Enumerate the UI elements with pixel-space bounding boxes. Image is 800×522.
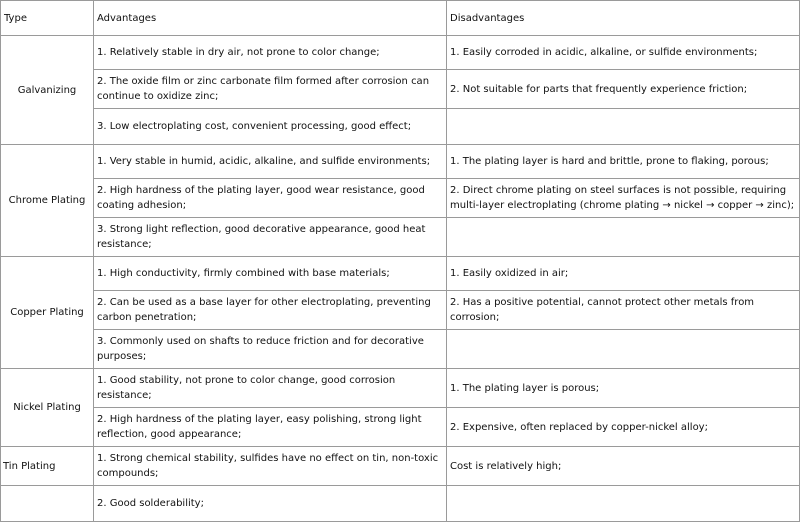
advantage-cell: 3. Strong light reflection, good decorative appearance, good heat resistance;	[94, 218, 447, 257]
disadvantage-cell: 1. The plating layer is porous;	[447, 369, 800, 408]
table-row	[1, 36, 800, 70]
type-cell: Chrome Plating	[1, 145, 94, 257]
advantage-cell: 2. The oxide film or zinc carbonate film formed after corrosion can continue to oxidize zinc;	[94, 70, 447, 109]
disadvantage-cell: 1. The plating layer is hard and brittle, prone to flaking, porous;	[447, 145, 800, 179]
disadvantage-cell	[447, 486, 800, 522]
disadvantage-cell: 2. Has a positive potential, cannot protect other metals from corrosion;	[447, 291, 800, 330]
type-cell: Nickel Plating	[1, 369, 94, 447]
table-row	[1, 447, 800, 486]
type-cell	[1, 486, 94, 522]
type-cell: Galvanizing	[1, 36, 94, 145]
disadvantage-cell: 1. Easily oxidized in air;	[447, 257, 800, 291]
advantage-cell: 2. High hardness of the plating layer, easy polishing, strong light reflection, good appearance;	[94, 408, 447, 447]
table-row	[1, 109, 800, 145]
disadvantage-cell	[447, 109, 800, 145]
table-row	[1, 70, 800, 109]
advantage-cell: 1. Good stability, not prone to color change, good corrosion resistance;	[94, 369, 447, 408]
table-row	[1, 408, 800, 447]
header-row	[1, 1, 800, 36]
advantage-cell: 3. Commonly used on shafts to reduce friction and for decorative purposes;	[94, 330, 447, 369]
advantage-cell: 1. High conductivity, firmly combined with base materials;	[94, 257, 447, 291]
table-row	[1, 330, 800, 369]
table-row	[1, 369, 800, 408]
disadvantage-cell: 1. Easily corroded in acidic, alkaline, or sulfide environments;	[447, 36, 800, 70]
header-advantages: Advantages	[94, 1, 447, 36]
disadvantage-cell: 2. Expensive, often replaced by copper-nickel alloy;	[447, 408, 800, 447]
advantage-cell: 3. Low electroplating cost, convenient processing, good effect;	[94, 109, 447, 145]
table-row	[1, 145, 800, 179]
type-cell: Copper Plating	[1, 257, 94, 369]
table-row	[1, 486, 800, 522]
header-disadvantages: Disadvantages	[447, 1, 800, 36]
advantage-cell: 1. Very stable in humid, acidic, alkaline, and sulfide environments;	[94, 145, 447, 179]
advantage-cell: 2. High hardness of the plating layer, good wear resistance, good coating adhesion;	[94, 179, 447, 218]
type-cell: Tin Plating	[1, 447, 94, 486]
table-row	[1, 218, 800, 257]
disadvantage-cell: 2. Direct chrome plating on steel surfaces is not possible, requiring multi-layer electroplating (chrome plating → nickel → copper → zinc);	[447, 179, 800, 218]
advantage-cell: 1. Strong chemical stability, sulfides have no effect on tin, non-toxic compounds;	[94, 447, 447, 486]
advantage-cell: 1. Relatively stable in dry air, not prone to color change;	[94, 36, 447, 70]
table-row	[1, 291, 800, 330]
disadvantage-cell	[447, 330, 800, 369]
advantage-cell: 2. Can be used as a base layer for other electroplating, preventing carbon penetration;	[94, 291, 447, 330]
advantage-cell: 2. Good solderability;	[94, 486, 447, 522]
disadvantage-cell: 2. Not suitable for parts that frequently experience friction;	[447, 70, 800, 109]
table-row	[1, 257, 800, 291]
table-row	[1, 179, 800, 218]
disadvantage-cell	[447, 218, 800, 257]
header-type: Type	[1, 1, 94, 36]
disadvantage-cell: Cost is relatively high;	[447, 447, 800, 486]
